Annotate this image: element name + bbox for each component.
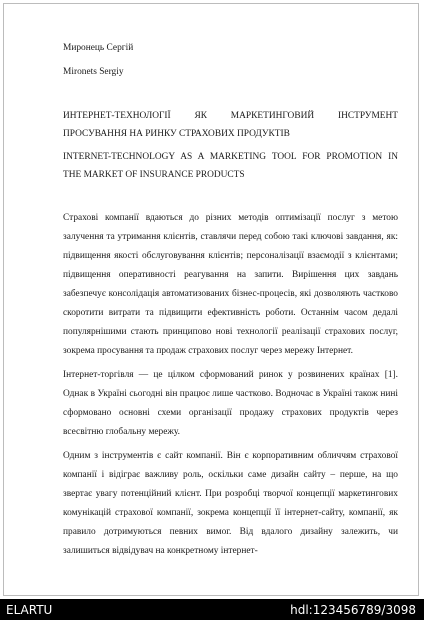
handle-identifier: hdl:123456789/3098 <box>290 603 416 617</box>
repository-name: ELARTU <box>6 603 53 617</box>
title-english <box>63 147 398 185</box>
paragraph-2: Інтернет-торгівля — це цілком сформований ринок у розвинених країнах [1]. Однак в Україні сьогодні він працює лише частково. Водночас в Україні також нині сформовано основні схеми організації продажу страхових продуктів через всесвітню глобальну мережу. <box>63 370 398 437</box>
title-english-line-1: INTERNET-TECHNOLOGY AS A MARKETING TOOL FOR PROMOTION IN <box>63 152 398 162</box>
title-english-line-2: THE MARKET OF INSURANCE PRODUCTS <box>63 170 245 180</box>
title-ukrainian-line-1: ИНТЕРНЕТ-ТЕХНОЛОГІЇ ЯК МАРКЕТИНГОВИЙ ІНСТРУМЕНТ <box>63 111 398 121</box>
document-content <box>63 42 398 561</box>
title-ukrainian <box>63 106 398 144</box>
author-name-english: Mironets Sergiy <box>63 67 124 77</box>
author-name-ukrainian: Миронець Сергій <box>63 43 134 53</box>
document-page <box>3 3 419 596</box>
footer-bar <box>0 599 424 620</box>
paragraph-1: Страхові компанії вдаються до різних методів оптимізації послуг з метою залучення та утримання клієнтів, ставлячи перед собою такі ключові завдання, як: підвищення якості обслуговування клієнтів; персоналізації взаємодії з клієнтами; підвищення оперативності реагування на запити. Вирішення цих завдань забезпечує консолідація автоматизованих бізнес-процесів, які дозволяють частково скоротити витрати та підвищити ефективність роботи. Останнім часом дедалі популярнішими стають принципово нові технології реалізації страхових послуг, зокрема просування та продаж страхових послуг через мережу Інтернет. <box>63 213 398 356</box>
paragraph-3: Одним з інструментів є сайт компанії. Він є корпоративним обличчям страхової компанії і відіграє важливу роль, оскільки саме дизайн сайту – перше, на що звертає увагу потенційний клієнт. При розробці творчої концепції маркетингових комунікацій страхової компанії, зокрема концепції її інтернет-сайту, компанії, як правило дотримуються певних вимог. Від вдалого дизайну залежить, чи залишиться відвідувач на конкретному інтернет- <box>63 451 398 556</box>
title-ukrainian-line-2: ПРОСУВАННЯ НА РИНКУ СТРАХОВИХ ПРОДУКТІВ <box>63 129 290 139</box>
